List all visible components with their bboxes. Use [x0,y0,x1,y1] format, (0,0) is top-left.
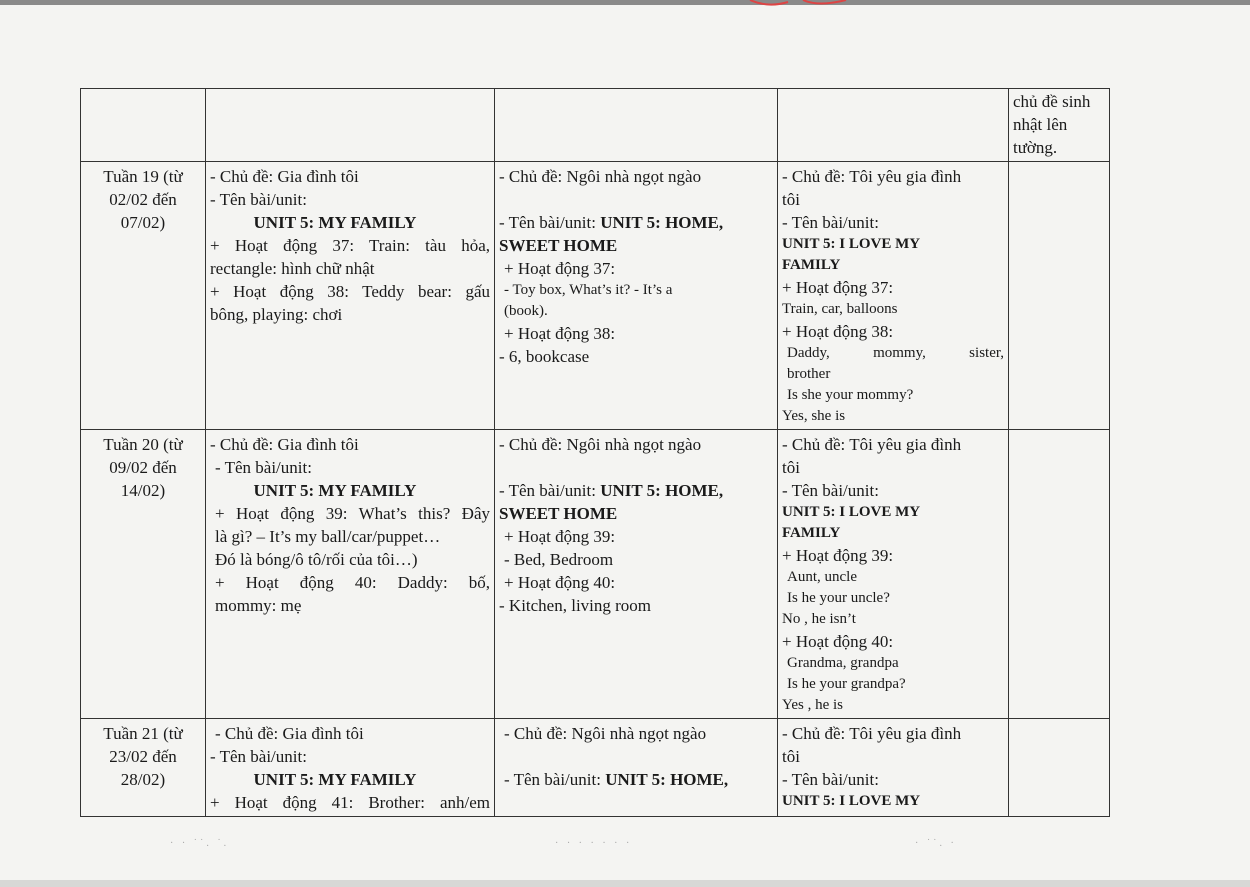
red-stamp-fragment [748,0,848,6]
lesson-plan-table [80,88,1110,817]
cell-note-empty [1009,430,1110,719]
cell-col2: - Chủ đề: Gia đình tôi - Tên bài/unit: UNIT 5: MY FAMILY + Hoạt động 37: Train: tàu hỏa, rectangle: hình chữ nhật + Hoạt động 38: Teddy bear: gấu bông, playing: chơi [206,162,495,430]
cell-col3: - Chủ đề: Ngôi nhà ngọt ngào - Tên bài/unit: UNIT 5: HOME, SWEET HOME + Hoạt động 37: - Toy box, What’s it? - It’s a (book). + Hoạt động 38: - 6, bookcase [495,162,778,430]
cell-week: Tuần 20 (từ 09/02 đến 14/02) [81,430,206,719]
scan-top-edge [0,0,1250,5]
scan-bottom-edge [0,880,1250,887]
cell-col4: - Chủ đề: Tôi yêu gia đình tôi - Tên bài/unit: UNIT 5: I LOVE MY FAMILY + Hoạt động 37: Train, car, balloons + Hoạt động 38: Daddy, mommy, sister, brother Is she your mommy? Yes, she is [778,162,1009,430]
cell-week: Tuần 21 (từ 23/02 đến 28/02) [81,719,206,817]
cell-week-empty [81,89,206,162]
cell-col2: - Chủ đề: Gia đình tôi - Tên bài/unit: UNIT 5: MY FAMILY + Hoạt động 39: What’s this? Đây là gì? – It’s my ball/car/puppet… Đó là bóng/ô tô/rối của tôi…) + Hoạt động 40: Daddy: bố, mommy: mẹ [206,430,495,719]
cell-col4: - Chủ đề: Tôi yêu gia đình tôi - Tên bài/unit: UNIT 5: I LOVE MY [778,719,1009,817]
table-row-week-20 [81,430,1110,719]
cell-note: chủ đề sinh nhật lên tường. [1009,89,1110,162]
scan-specks: · · · · · · · [555,838,633,849]
cell-col4-empty [778,89,1009,162]
cell-col3: - Chủ đề: Ngôi nhà ngọt ngào - Tên bài/unit: UNIT 5: HOME, [495,719,778,817]
cell-col3-empty [495,89,778,162]
cell-col2-empty [206,89,495,162]
cell-col3: - Chủ đề: Ngôi nhà ngọt ngào - Tên bài/unit: UNIT 5: HOME, SWEET HOME + Hoạt động 39: - Bed, Bedroom + Hoạt động 40: - Kitchen, living room [495,430,778,719]
table-row-week-21 [81,719,1110,817]
cell-note-empty [1009,162,1110,430]
cell-col2: - Chủ đề: Gia đình tôi - Tên bài/unit: UNIT 5: MY FAMILY + Hoạt động 41: Brother: anh/em [206,719,495,817]
cell-col4: - Chủ đề: Tôi yêu gia đình tôi - Tên bài/unit: UNIT 5: I LOVE MY FAMILY + Hoạt động 39: Aunt, uncle Is he your uncle? No , he isn’t + Hoạt động 40: Grandma, grandpa Is he your grandpa? Yes , he is [778,430,1009,719]
scan-specks: · · ˙˙. ˙. [170,838,230,849]
scan-specks: · ˙˙. · [915,838,957,849]
table-row-week-19 [81,162,1110,430]
cell-note-empty [1009,719,1110,817]
cell-week: Tuần 19 (từ 02/02 đến 07/02) [81,162,206,430]
table-row-continuation [81,89,1110,162]
